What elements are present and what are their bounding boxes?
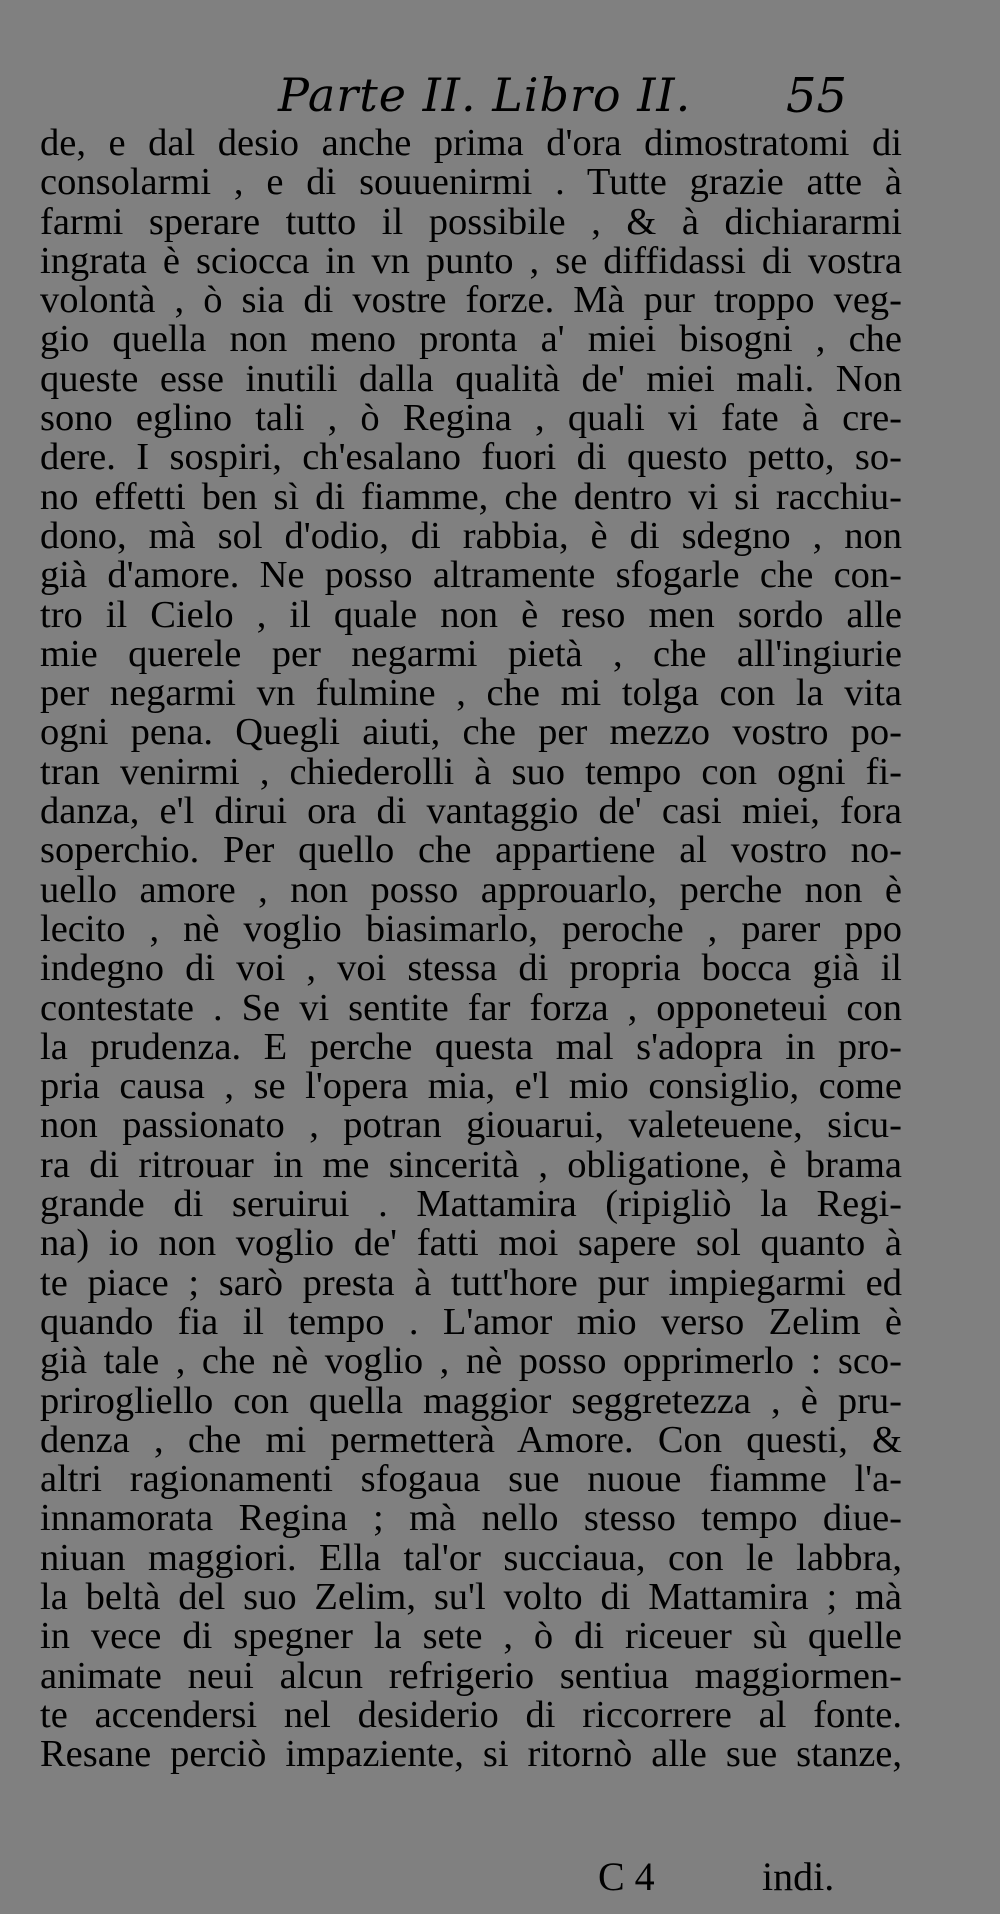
text-line: niuan maggiori. Ella tal'or succiaua, con le labbra, (40, 1538, 902, 1578)
text-line: danza, e'l dirui ora di vantaggio de' casi miei, fora (40, 792, 902, 832)
text-line: animate neui alcun refrigerio sentiua maggiormen- (40, 1656, 902, 1696)
catchword: indi. (762, 1854, 835, 1899)
text-line: uello amore , non posso approuarlo, perche non è (40, 870, 902, 910)
text-line: già d'amore. Ne posso altramente sfogarle che con- (40, 556, 902, 596)
text-line: te accendersi nel desiderio di riccorrere al fonte. (40, 1695, 902, 1736)
text-line: pria causa , se l'opera mia, e'l mio consiglio, come (40, 1067, 902, 1107)
text-line: tran venirmi , chiederolli à suo tempo con ogni fi- (40, 752, 902, 793)
text-line: ogni pena. Quegli aiuti, che per mezzo vostro po- (40, 713, 902, 753)
text-line: sono eglino tali , ò Regina , quali vi fate à cre- (40, 399, 902, 439)
text-line: in vece di spegner la sete , ò di riceuer sù quelle (40, 1617, 902, 1657)
text-line: tro il Cielo , il quale non è reso men sordo alle (40, 595, 902, 635)
page-number: 55 (786, 68, 848, 124)
text-line: altri ragionamenti sfogaua sue nuoue fiamme l'a- (40, 1460, 902, 1500)
text-line: grande di seruirui . Mattamira (ripigliò la Regi- (40, 1185, 902, 1225)
text-line: lecito , nè voglio biasimarlo, peroche , parer ppo (40, 909, 902, 950)
text-line: quando fia il tempo . L'amor mio verso Zelim è (40, 1302, 902, 1343)
text-line: na) io non voglio de' fatti moi sapere sol quanto à (40, 1224, 902, 1264)
body-text (40, 124, 902, 1774)
text-line: gio quella non meno pronta a' miei bisogni , che (40, 320, 902, 360)
text-line: ra di ritrouar in me sincerità , obligatione, è brama (40, 1145, 902, 1186)
text-line: innamorata Regina ; mà nello stesso tempo diue- (40, 1499, 902, 1539)
text-line: contestate . Se vi sentite far forza , opponeteui con (40, 988, 902, 1028)
text-line: soperchio. Per quello che appartiene al vostro no- (40, 831, 902, 871)
text-line: te piace ; sarò presta à tutt'hore pur impiegarmi ed (40, 1263, 902, 1303)
text-line: la prudenza. E perche questa mal s'adopra in pro- (40, 1027, 902, 1068)
text-line: la beltà del suo Zelim, su'l volto di Mattamira ; mà (40, 1577, 902, 1618)
text-line: ingrata è sciocca in vn punto , se diffidassi di vostra (40, 241, 902, 282)
text-line: già tale , che nè voglio , nè posso opprimerlo : sco- (40, 1342, 902, 1382)
text-line: per negarmi vn fulmine , che mi tolga con la vita (40, 674, 902, 714)
text-line: mie querele per negarmi pietà , che all'ingiurie (40, 634, 902, 675)
text-line: de, e dal desio anche prima d'ora dimostratomi di (40, 124, 902, 164)
text-line: volontà , ò sia di vostre forze. Mà pur troppo veg- (40, 281, 902, 321)
text-line: farmi sperare tutto il possibile , & à dichiararmi (40, 202, 902, 242)
text-line: dono, mà sol d'odio, di rabbia, è di sdegno , non (40, 516, 902, 557)
text-line: dere. I sospiri, ch'esalano fuori di questo petto, so- (40, 438, 902, 478)
signature-mark: C 4 (598, 1854, 655, 1899)
text-line: indegno di voi , voi stessa di propria bocca già il (40, 949, 902, 989)
text-line: prirogliello con quella maggior seggretezza , è pru- (40, 1381, 902, 1421)
text-line: denza , che mi permetterà Amore. Con questi, & (40, 1420, 902, 1461)
text-line: no effetti ben sì di fiamme, che dentro vi si racchiu- (40, 477, 902, 517)
text-line: queste esse inutili dalla qualità de' miei mali. Non (40, 359, 902, 400)
text-line: consolarmi , e di souuenirmi . Tutte grazie atte à (40, 163, 902, 203)
text-line: non passionato , potran giouarui, valeteuene, sicu- (40, 1106, 902, 1146)
running-title: Parte II. Libro II. (278, 68, 692, 122)
text-line: Resane perciò impaziente, si ritornò alle sue stanze, (40, 1735, 902, 1775)
